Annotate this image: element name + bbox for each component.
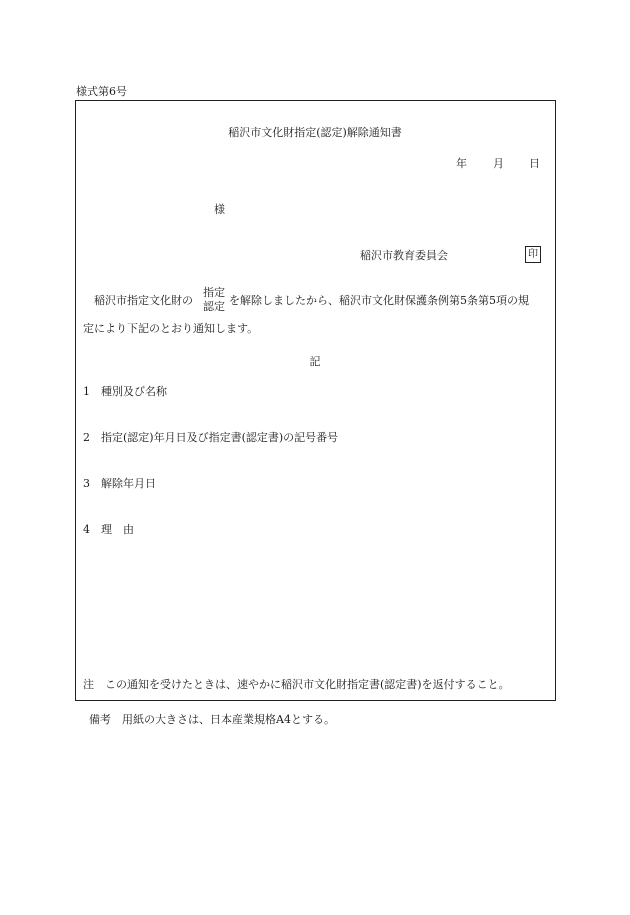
designation-option-stack — [203, 286, 225, 314]
item-label: 種別及び名称 — [101, 385, 167, 398]
list-item — [83, 524, 134, 535]
option-designation: 指定 — [203, 286, 225, 299]
list-item — [83, 432, 338, 443]
document-title: 稲沢市文化財指定(認定)解除通知書 — [228, 126, 402, 139]
body-text-suffix: を解除しましたから、稲沢市文化財保護条例第5条第5項の規 — [229, 294, 529, 307]
item-label: 指定(認定)年月日及び指定書(認定書)の記号番号 — [101, 431, 339, 444]
option-certification: 認定 — [203, 300, 225, 313]
item-number: 4 — [83, 523, 90, 536]
item-number: 1 — [83, 385, 90, 398]
item-label: 理 由 — [101, 523, 134, 536]
item-number: 2 — [83, 431, 90, 444]
item-label: 解除年月日 — [101, 477, 156, 490]
form-frame — [75, 100, 556, 701]
ki-heading: 記 — [309, 355, 321, 368]
list-item — [83, 478, 156, 489]
body-text-line2: 定により下記のとおり通知します。 — [83, 322, 259, 335]
date-day-label: 日 — [529, 157, 540, 170]
item-number: 3 — [83, 477, 90, 490]
note-text: 注 この通知を受けたときは、速やかに稲沢市文化財指定書(認定書)を返付すること。 — [83, 678, 510, 691]
remarks-text: 備考 用紙の大きさは、日本産業規格A4とする。 — [89, 713, 335, 726]
seal-mark: 印 — [525, 246, 541, 263]
body-text-prefix: 稲沢市指定文化財の — [94, 294, 193, 307]
issuer-name: 稲沢市教育委員会 — [360, 249, 448, 262]
form-number: 様式第6号 — [76, 85, 127, 98]
recipient-honorific: 様 — [214, 203, 225, 216]
date-month-label: 月 — [493, 157, 504, 170]
date-year-label: 年 — [456, 157, 467, 170]
list-item — [83, 386, 167, 397]
